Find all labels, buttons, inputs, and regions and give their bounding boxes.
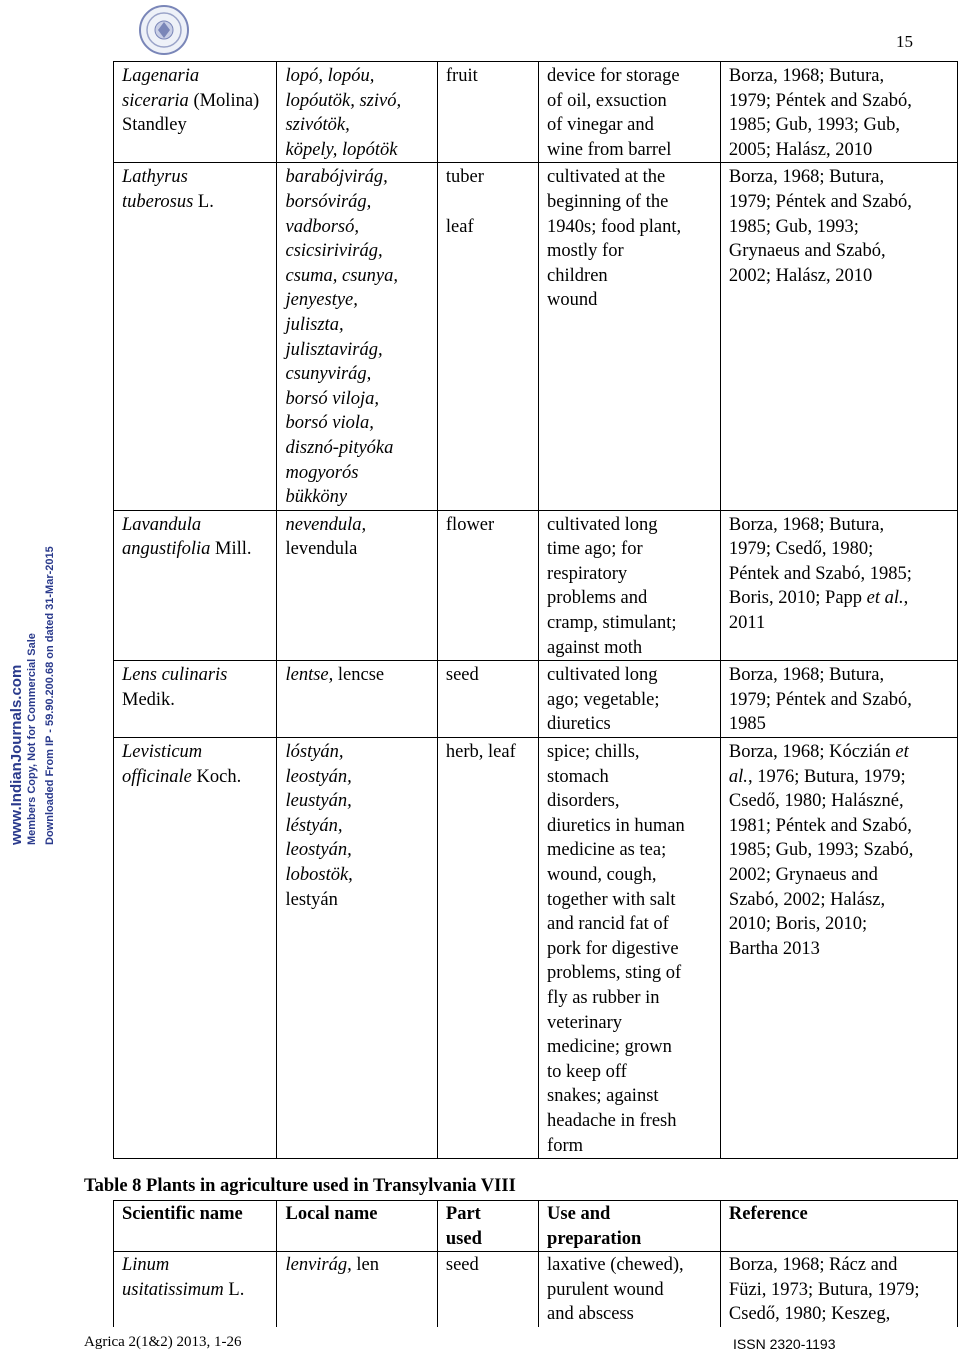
scientific-name-cell: Levisticum officinale Koch. (114, 738, 277, 1159)
table-header-row (114, 1201, 958, 1252)
reference-cell: Borza, 1968; Butura, 1979; Péntek and Szabó, 1985; Gub, 1993; Gub, 2005; Halász, 2010 (720, 62, 957, 163)
footer-issn: ISSN 2320-1193 (733, 1336, 836, 1352)
scientific-name-cell: Lavandula angustifolia Mill. (114, 510, 277, 661)
use-cell: cultivated long time ago; for respiratory problems and cramp, stimulant; against moth (539, 510, 721, 661)
use-cell: cultivated at the beginning of the 1940s; food plant, mostly for children wound (539, 163, 721, 510)
part-used-cell: herb, leaf (437, 738, 538, 1159)
header-reference: Reference (720, 1201, 957, 1252)
reference-cell: Borza, 1968; Butura, 1979; Péntek and Szabó, 1985 (720, 661, 957, 738)
table-row (114, 661, 958, 738)
watermark-download: Downloaded From IP - 59.90.200.68 on dated 31-Mar-2015 (44, 546, 56, 845)
side-watermark (6, 535, 60, 845)
local-name-cell: lenvirág, len (277, 1252, 437, 1327)
local-name-cell: barabójvirág, borsóvirág, vadborsó, csicsirivirág, csuma, csunya, jenyestye, juliszta, julisztavirág, csunyvirág, borsó viloja, borsó viola, disznó-pityóka mogyorós bükköny (277, 163, 437, 510)
table-row (114, 163, 958, 510)
local-name-cell: nevendula, levendula (277, 510, 437, 661)
scientific-name-cell: Lens culinaris Medik. (114, 661, 277, 738)
table-row (114, 62, 958, 163)
part-used-cell: seed (437, 1252, 538, 1327)
scientific-name-cell: Linum usitatissimum L. (114, 1252, 277, 1327)
scientific-name-cell: Lathyrus tuberosus L. (114, 163, 277, 510)
header-use-and-preparation: Use and preparation (539, 1201, 721, 1252)
reference-cell: Borza, 1968; Rácz and Füzi, 1973; Butura, 1979; Csedő, 1980; Keszeg, (720, 1252, 957, 1327)
local-name-cell: lentse, lencse (277, 661, 437, 738)
footer-journal: Agrica 2(1&2) 2013, 1-26 (84, 1334, 242, 1350)
plants-table-continued (113, 61, 958, 1159)
use-cell: laxative (chewed), purulent wound and abscess (539, 1252, 721, 1327)
header-scientific-name: Scientific name (114, 1201, 277, 1252)
reference-cell: Borza, 1968; Butura, 1979; Csedő, 1980; Péntek and Szabó, 1985; Boris, 2010; Papp et al., 2011 (720, 510, 957, 661)
part-used-cell: fruit (437, 62, 538, 163)
local-name-cell: lopó, lopóu, lopóutök, szivó, szivótök, köpely, lopótök (277, 62, 437, 163)
part-used-cell: seed (437, 661, 538, 738)
reference-cell: Borza, 1968; Butura, 1979; Péntek and Szabó, 1985; Gub, 1993; Grynaeus and Szabó, 2002; Halász, 2010 (720, 163, 957, 510)
part-used-cell: flower (437, 510, 538, 661)
watermark-site: www.IndianJournals.com (8, 664, 25, 845)
header-local-name: Local name (277, 1201, 437, 1252)
local-name-cell: lóstyán, leostyán, leustyán, léstyán, leostyán, lobostök, lestyán (277, 738, 437, 1159)
table-row (114, 510, 958, 661)
page-number: 15 (896, 32, 913, 51)
table-row (114, 738, 958, 1159)
header-part-used: Part used (437, 1201, 538, 1252)
publisher-seal-icon (138, 4, 190, 56)
watermark-members: Members Copy, Not for Commercial Sale (26, 633, 38, 845)
use-cell: spice; chills, stomach disorders, diuretics in human medicine as tea; wound, cough, together with salt and rancid fat of pork for digestive problems, sting of fly as rubber in veterinary medicine; grown to keep off snakes; against headache in fresh form (539, 738, 721, 1159)
table-row (114, 1252, 958, 1327)
use-cell: device for storage of oil, exsuction of vinegar and wine from barrel (539, 62, 721, 163)
table-8-title: Table 8 Plants in agriculture used in Transylvania VIII (84, 1176, 516, 1196)
scientific-name-cell: Lagenaria siceraria (Molina) Standley (114, 62, 277, 163)
table-8 (113, 1200, 958, 1327)
use-cell: cultivated long ago; vegetable; diuretics (539, 661, 721, 738)
reference-cell: Borza, 1968; Kóczián et al., 1976; Butura, 1979; Csedő, 1980; Halászné, 1981; Péntek and Szabó, 1985; Gub, 1993; Szabó, 2002; Grynaeus and Szabó, 2002; Halász, 2010; Boris, 2010; Bartha 2013 (720, 738, 957, 1159)
part-used-cell: tuber leaf (437, 163, 538, 510)
